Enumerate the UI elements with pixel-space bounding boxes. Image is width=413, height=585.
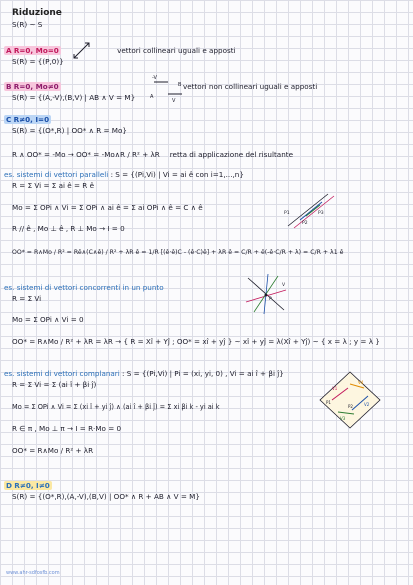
case-a-label: A [6,46,12,55]
coplanar-fig-label-p2: P2 [348,404,353,409]
coplanar-center: OO* = R∧Mo / R² + λR [12,446,94,455]
coplanar-resultant: R = Σ Vi = Σ (ai î + βi ĵ) [12,380,97,389]
coplanar-fig-label-v2: V2 [364,402,370,407]
parallel-fig-label-p2: P2 [302,221,308,226]
parallel-resultant: R = Σ Vi = Σ ai ê = R ê [12,181,94,190]
coplanar-fig-label-v1: V1 [332,386,338,391]
coplanar-heading: es. sistemi di vettori complanari : S = {(Pi,Vi) | Pi = (xi, yi, 0) , Vi = ai î + βi ĵ} [4,369,284,378]
figure-b-label-b: B [178,82,182,88]
case-d-label: D [6,481,12,490]
case-a-header [4,46,236,55]
case-a-note: vettori collineari uguali e apposti [117,46,236,55]
concurrent-vectors-figure [242,272,290,316]
case-c-header [4,115,51,124]
parallel-fig-label-p3: P3 [318,211,324,216]
concurrent-axis: OO* = R∧Mo / R² + λR = λR → { R = Xî + Yĵ ; OO* = xî + yĵ } ~ xî + yĵ = λ(Xî + Yĵ) ~ { x = λ ; y = λ } [12,337,380,346]
parallel-orthogonality: R // ê , Mo ⊥ ê , R ⊥ Mo → I = 0 [12,224,125,233]
coplanar-condition: R ∈ π , Mo ⊥ π → I = R·Mo = 0 [12,424,122,433]
case-c-formula: S(R) = {(O*,R) | OO* ∧ R = Mo} [12,126,127,135]
case-c-axis [12,150,293,159]
case-b-note: vettori non collineari uguali e apposti [182,82,318,91]
footer-watermark: www.ahr-sdfosfb.com [6,570,60,576]
collinear-vectors-icon [72,40,92,60]
coplanar-heading-text: es. sistemi di vettori complanari [4,369,120,378]
parallel-set: S = {(Pi,Vi) | Vi = ai ê con i=1,...,n} [115,170,244,179]
coplanar-moment: Mo = Σ OPi ∧ Vi = Σ (xi î + yi ĵ) ∧ (ai î + βi ĵ) = Σ xi βi k - yi ai k [12,403,220,411]
concurrent-fig-label-p: P [269,297,272,302]
parallel-heading-text: es. sistemi di vettori paralleli [4,170,109,179]
case-a-formula: S(R) = {(P,0)} [12,57,64,66]
coplanar-fig-label-p1: P1 [326,400,331,405]
case-c-condition: R≠0, I=0 [13,115,50,124]
parallel-vectors-figure [284,190,336,228]
concurrent-heading: es. sistemi di vettori concorrenti in un punto [4,283,164,292]
case-b-condition: R=0, Mo≠0 [13,82,59,91]
coplanar-fig-label-v3: V3 [340,416,346,421]
coplanar-set: S = {(Pi,Vi) | Pi = (xi, yi, 0) , Vi = ai î + βi ĵ} [126,369,284,378]
concurrent-resultant: R = Σ Vi [12,294,42,303]
figure-b-label-minus-v: -V [152,75,157,81]
coplanar-fig-label-v4: V4 [358,380,364,385]
parallel-center: OO* = R∧Mo / R² = Rê∧(C∧ê) / R² + λR ê = 1/R [(ê·ê)C - (ê·C)ê] + λR ê = C/R + ê(-ê·C/R + λ) = C/R + λ1 ê [12,249,344,256]
case-d-condition: R≠0, I≠0 [14,481,50,490]
case-c-axis-formula: R ∧ OO* = -Mo → OO* = -Mo∧R / R² + λR [12,150,160,159]
parallel-fig-label-p1: P1 [284,211,290,216]
concurrent-fig-label-v: V [282,283,286,288]
case-b-formula: S(R) = {(A,-V),(B,V) | AB ∧ V = M} [12,93,136,102]
case-d-formula: S(R) = {(O*,R),(A,-V),(B,V) | OO* ∧ R + AB ∧ V = M} [12,492,200,501]
couple-vectors-figure [150,76,186,102]
case-b-label: B [6,82,12,91]
case-a-condition: R=0, Mo=0 [13,46,59,55]
page-subtitle: S(R) ~ S [12,20,43,29]
coplanar-vectors-figure [318,370,382,430]
page-title: Riduzione [12,8,62,18]
case-c-label: C [6,115,12,124]
parallel-heading: es. sistemi di vettori paralleli : S = {(Pi,Vi) | Vi = ai ê con i=1,...,n} [4,170,244,179]
case-c-axis-note: retta di applicazione del risultante [169,150,293,159]
figure-b-label-v: V [172,98,176,104]
concurrent-moment: Mo = Σ OPi ∧ Vi = 0 [12,315,84,324]
case-d-header [4,481,52,490]
figure-b-label-a: A [150,94,154,100]
parallel-moment: Mo = Σ OPi ∧ Vi = Σ OPi ∧ ai ê = Σ ai OPi ∧ ê = C ∧ ê [12,203,203,212]
